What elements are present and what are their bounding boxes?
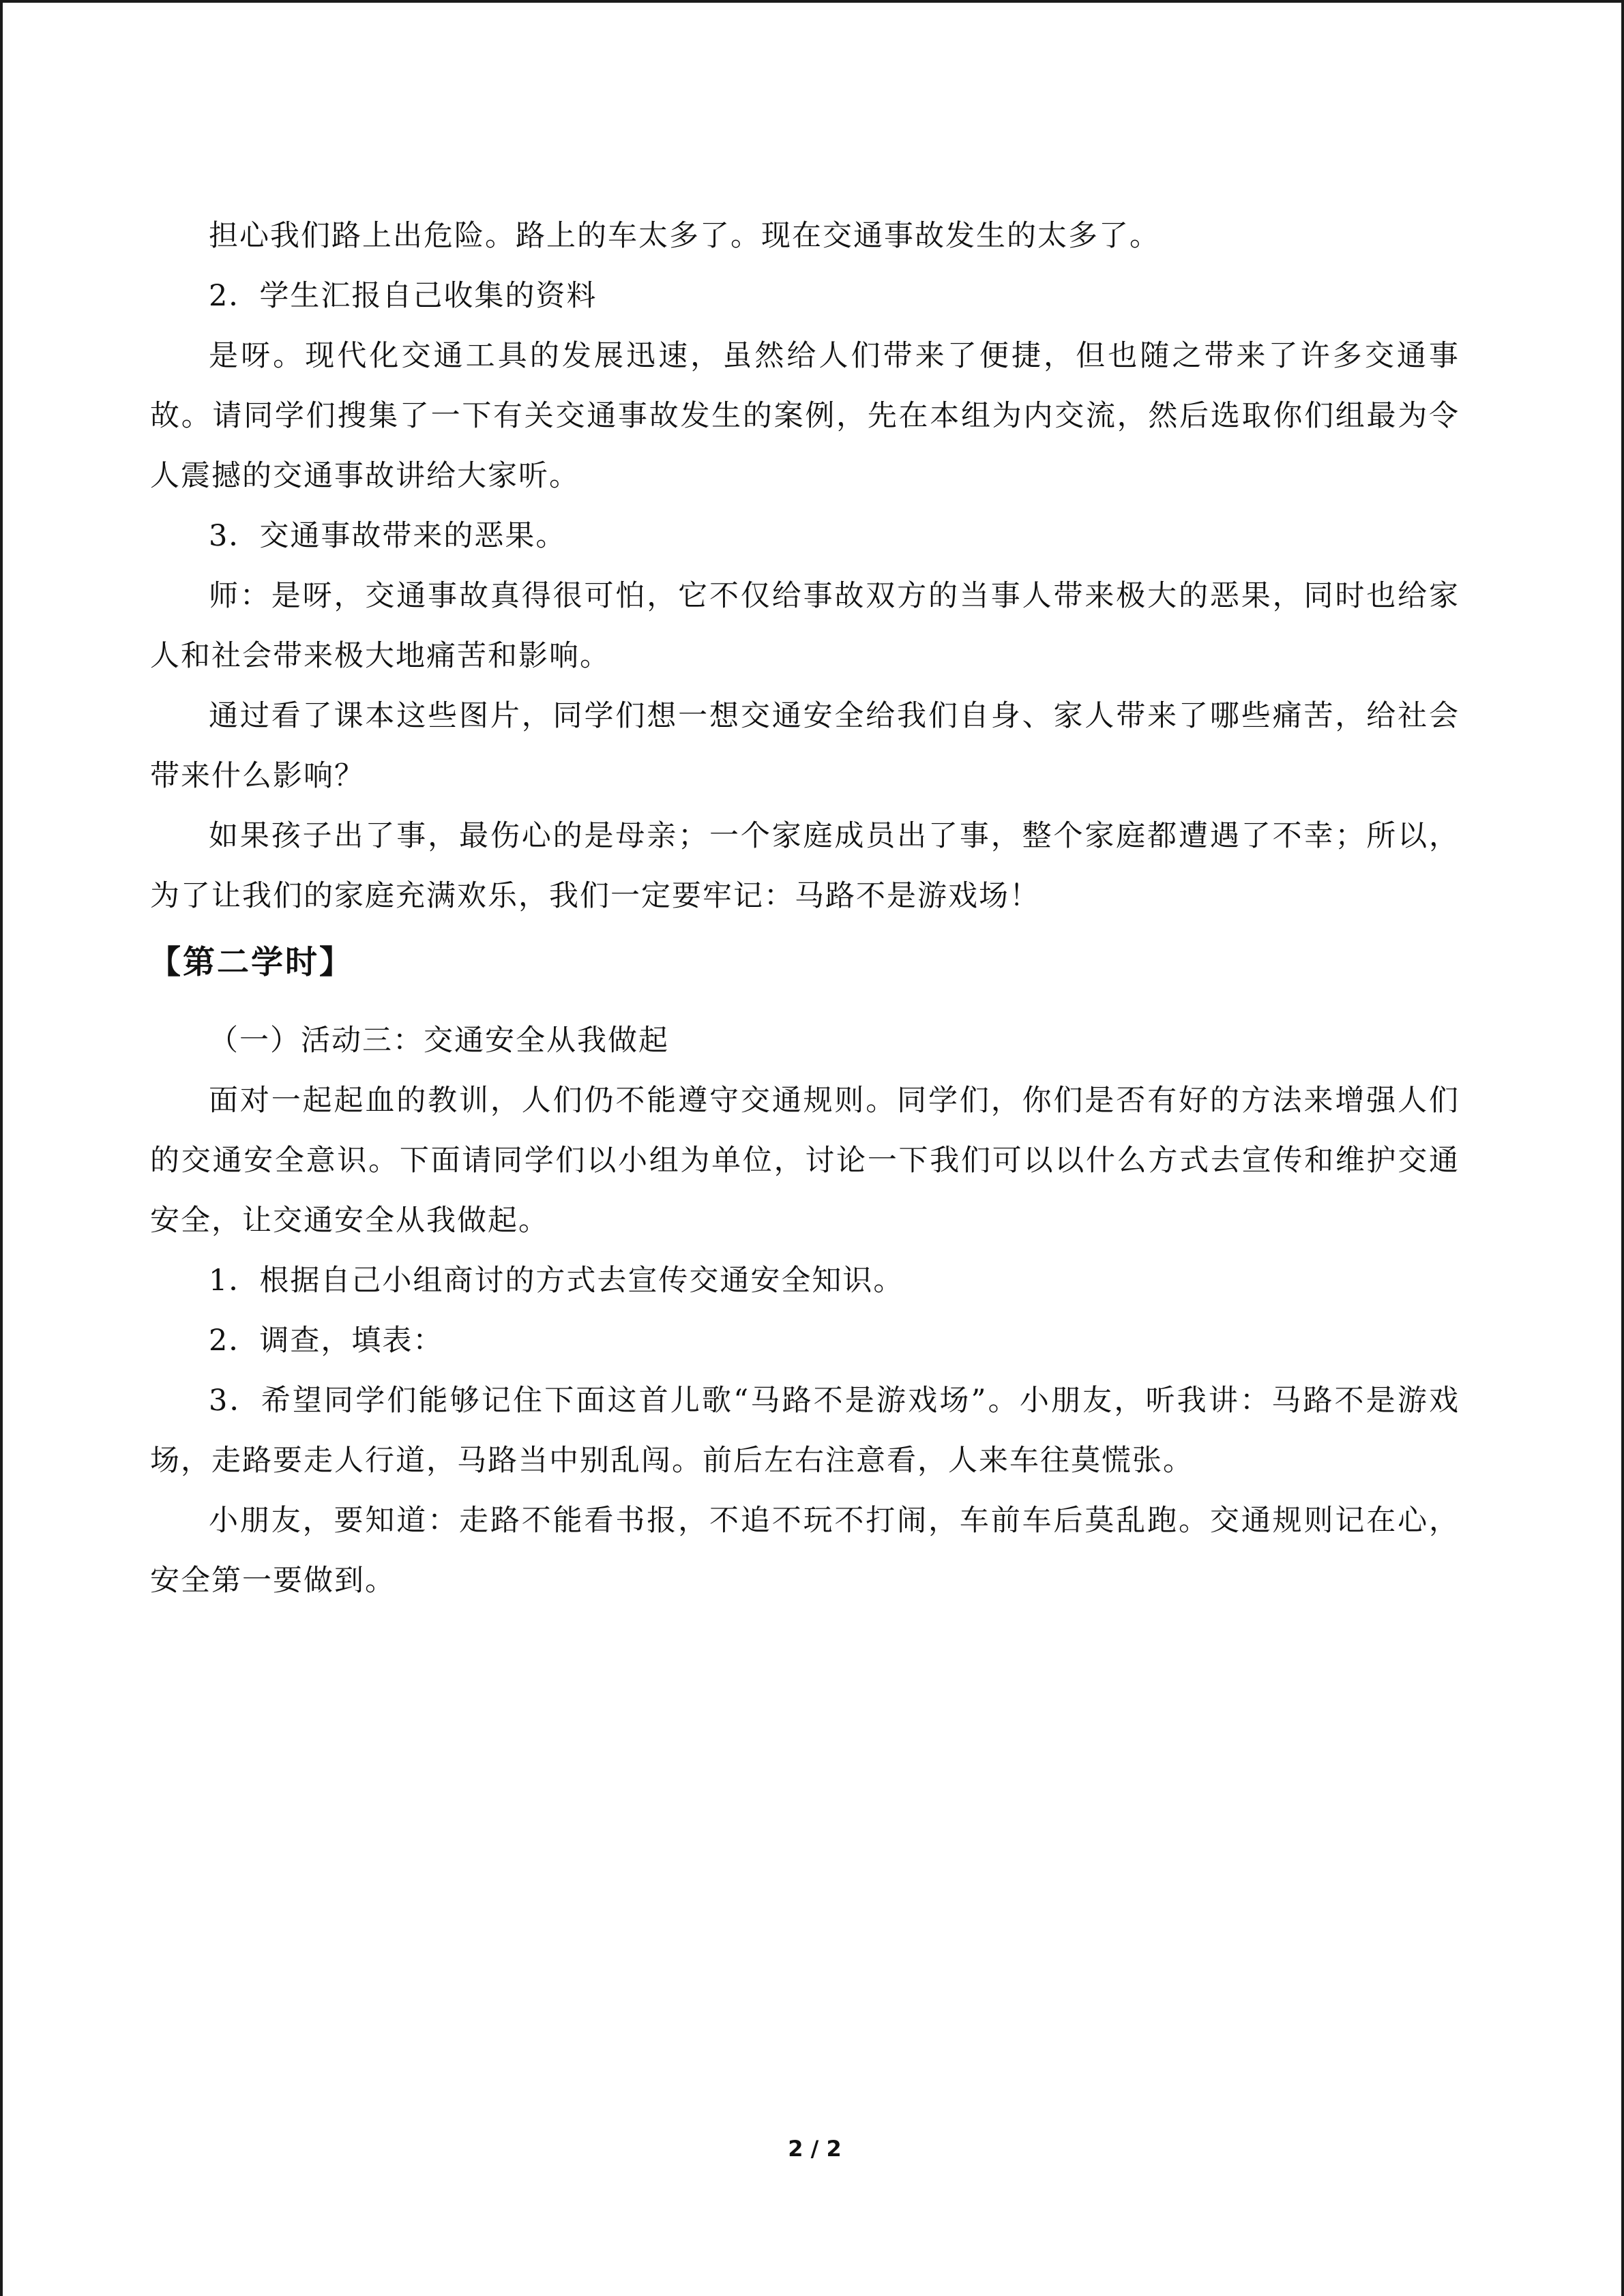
paragraph: 2．学生汇报自己收集的资料: [209, 279, 597, 313]
paragraph: 3．希望同学们能够记住下面这首儿歌“马路不是游戏场”。小朋友，听我讲：马路不是游戏场，走路要走人行道，马路当中别乱闯。前后左右注意看，人来车往莫慌张。: [150, 1384, 1460, 1478]
paragraph: （一）活动三：交通安全从我做起: [209, 1024, 669, 1058]
section-heading: 【第二学时】: [149, 944, 353, 981]
paragraph: 师：是呀，交通事故真得很可怕，它不仅给事故双方的当事人带来极大的恶果，同时也给家人和社会带来极大地痛苦和影响。: [150, 579, 1460, 673]
paragraph: 是呀。现代化交通工具的发展迅速，虽然给人们带来了便捷，但也随之带来了许多交通事故。请同学们搜集了一下有关交通事故发生的案例，先在本组为内交流，然后选取你们组最为令人震撼的交通事故讲给大家听。: [150, 339, 1460, 493]
paragraph: 如果孩子出了事，最伤心的是母亲；一个家庭成员出了事，整个家庭都遭遇了不幸；所以，为了让我们的家庭充满欢乐，我们一定要牢记：马路不是游戏场！: [150, 819, 1460, 913]
paragraph: 通过看了课本这些图片，同学们想一想交通安全给我们自身、家人带来了哪些痛苦，给社会带来什么影响？: [150, 699, 1460, 793]
paragraph: 面对一起起血的教训，人们仍不能遵守交通规则。同学们，你们是否有好的方法来增强人们的交通安全意识。下面请同学们以小组为单位，讨论一下我们可以以什么方式去宣传和维护交通安全，让交通安全从我做起。: [150, 1084, 1460, 1238]
paragraph: 1．根据自己小组商讨的方式去宣传交通安全知识。: [209, 1264, 904, 1298]
page-number: 2 / 2: [788, 2136, 842, 2162]
paragraph: 3．交通事故带来的恶果。: [209, 519, 567, 553]
document-body: [150, 206, 1460, 1611]
paragraph: 2．调查，填表：: [209, 1324, 444, 1358]
paragraph: 担心我们路上出危险。路上的车太多了。现在交通事故发生的太多了。: [209, 219, 1160, 253]
paragraph: 小朋友，要知道：走路不能看书报，不追不玩不打闹，车前车后莫乱跑。交通规则记在心，安全第一要做到。: [150, 1504, 1460, 1598]
